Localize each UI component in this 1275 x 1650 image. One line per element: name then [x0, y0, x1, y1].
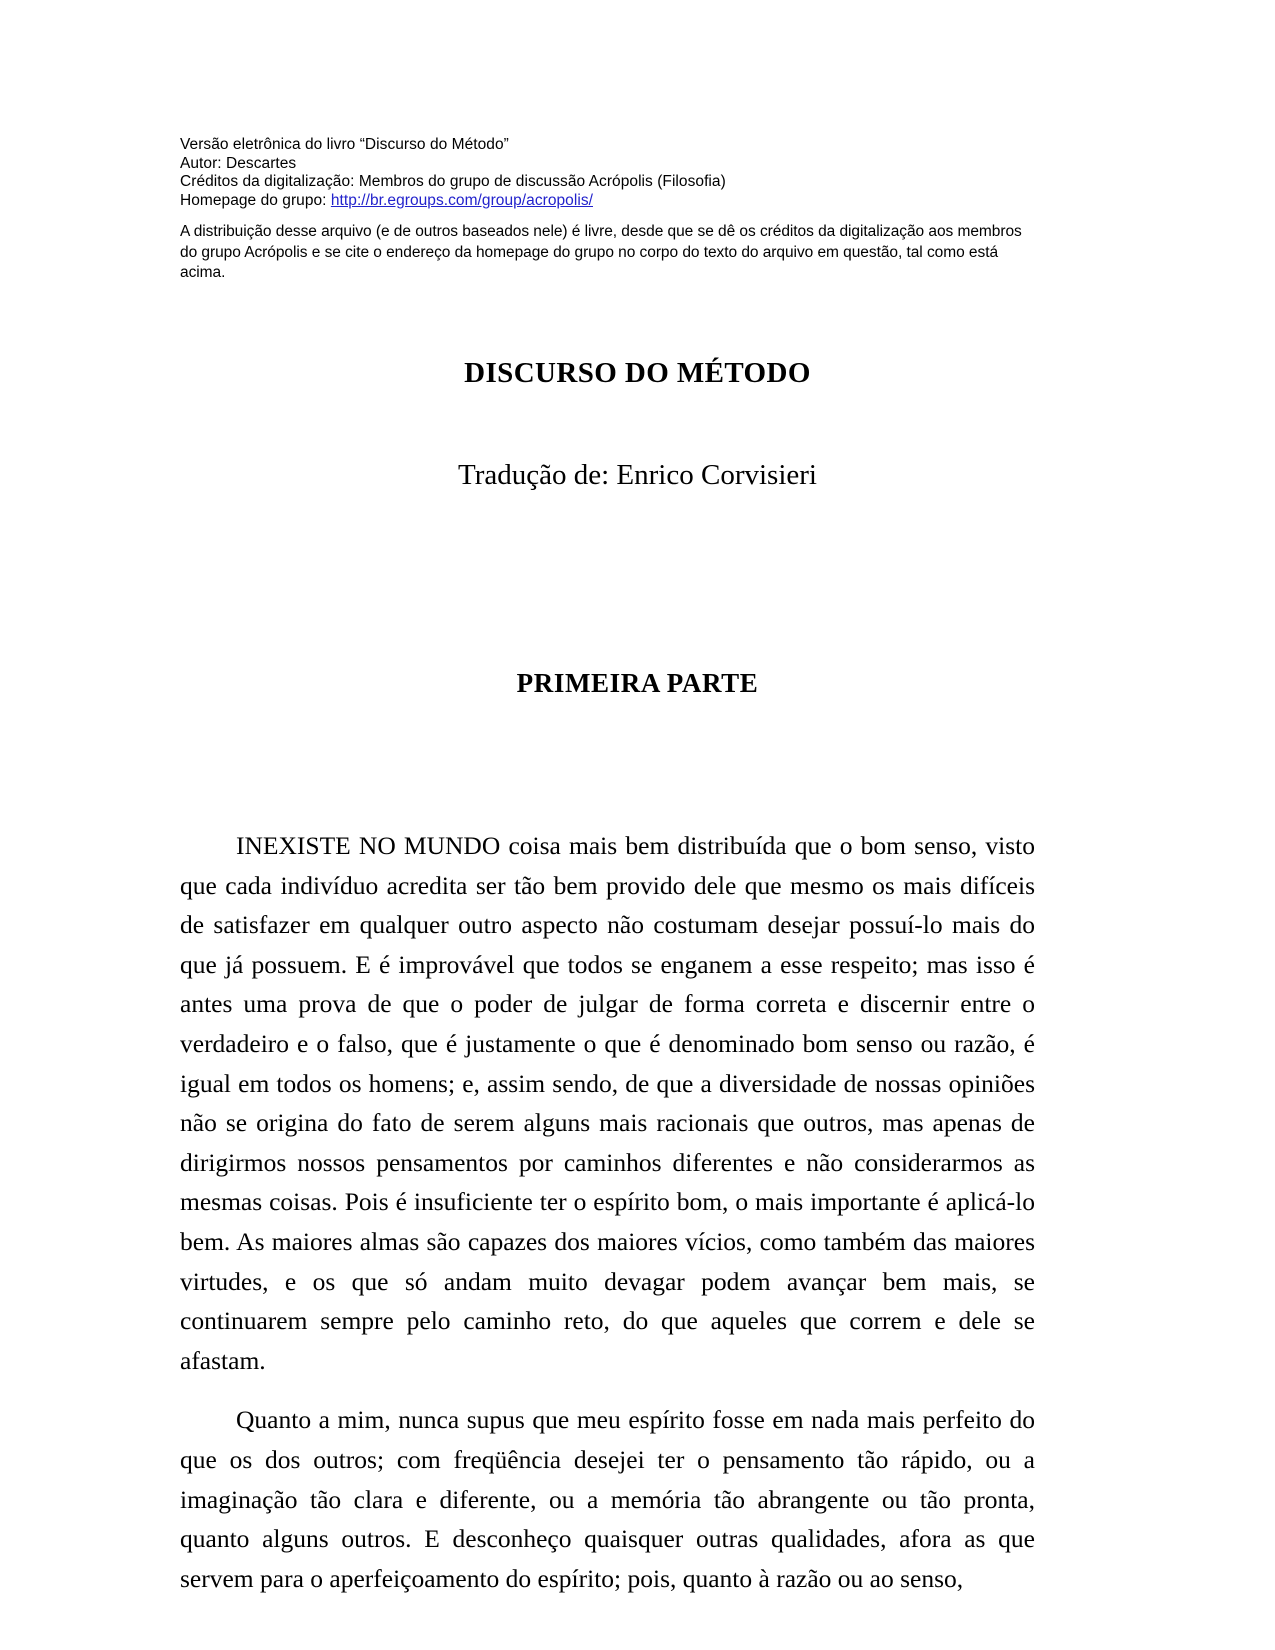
distribution-notice: A distribuição desse arquivo (e de outros baseados nele) é livre, desde que se dê os créditos da digitalização aos membros do grupo Acrópolis e se cite o endereço da homepage do grupo no corpo do texto do arquivo em questão, tal como está acima.	[180, 223, 1022, 281]
homepage-label: Homepage do grupo:	[180, 191, 331, 209]
body-text	[180, 826, 1035, 1598]
credits-block	[180, 136, 1030, 210]
page-title: DISCURSO DO MÉTODO	[464, 357, 811, 389]
credits-line-homepage	[180, 192, 1030, 211]
paragraph-1-rest: coisa mais bem distribuída que o bom senso, visto que cada indivíduo acredita ser tão bem provido dele que mesmo os mais difíceis de satisfazer em qualquer outro aspecto não costumam desejar possuí-lo mais do que já possuem. E é improvável que todos se enganem a esse respeito; mas isso é antes uma prova de que o poder de julgar de forma correta e discernir entre o verdadeiro e o falso, que é justamente o que é denominado bom senso ou razão, é igual em todos os homens; e, assim sendo, de que a diversidade de nossas opiniões não se origina do fato de serem alguns mais racionais que outros, mas apenas de dirigirmos nossos pensamentos por caminhos diferentes e não considerarmos as mesmas coisas. Pois é insuficiente ter o espírito bom, o mais importante é aplicá-lo bem. As maiores almas são capazes dos maiores vícios, como também das maiores virtudes, e os que só andam muito devagar podem avançar bem mais, se continuarem sempre pelo caminho reto, do que aqueles que correm e dele se afastam.	[180, 831, 1035, 1375]
paragraph-2: Quanto a mim, nunca supus que meu espírito fosse em nada mais perfeito do que os dos outros; com freqüência desejei ter o pensamento tão rápido, ou a imaginação tão clara e diferente, ou a memória tão abrangente ou tão pronta, quanto alguns outros. E desconheço quaisquer outras qualidades, afora as que servem para o aperfeiçoamento do espírito; pois, quanto à razão ou ao senso,	[180, 1405, 1035, 1593]
credits-line-digitization: Créditos da digitalização: Membros do grupo de discussão Acrópolis (Filosofia)	[180, 173, 726, 191]
paragraph-1	[180, 826, 1035, 1380]
translator-credit: Tradução de: Enrico Corvisieri	[458, 459, 817, 491]
section-heading-primeira-parte: PRIMEIRA PARTE	[516, 668, 759, 698]
paragraph-1-lead: INEXISTE NO MUNDO	[236, 831, 501, 860]
credits-line-version: Versão eletrônica do livro “Discurso do Método”	[180, 136, 509, 153]
credits-line-author: Autor: Descartes	[180, 154, 297, 172]
homepage-link[interactable]: http://br.egroups.com/group/acropolis/	[330, 191, 593, 209]
